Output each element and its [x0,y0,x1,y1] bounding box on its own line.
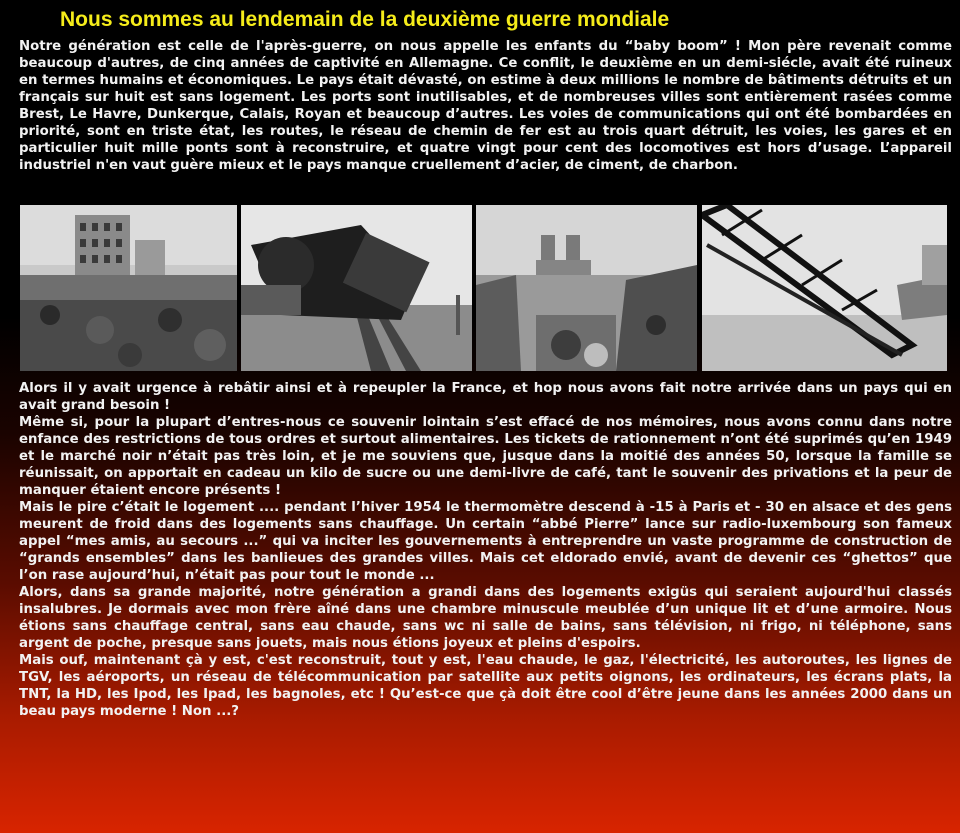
story-body [19,380,952,720]
bombed-cathedral-town-photo [476,205,697,371]
collapsed-bridge-photo [702,205,947,371]
ruined-city-photo [20,205,237,371]
paragraph: Mais ouf, maintenant çà y est, c'est reconstruit, tout y est, l'eau chaude, le gaz, l'électricité, les autoroutes, les lignes de TGV, les aéroports, un réseau de télécommunication par satellite aux petits oignons, les ordinateurs, les écrans plats, la TNT, la HD, les Ipod, les Ipad, les bagnoles, etc ! Qu’est-ce que çà doit être cool d’être jeune dans les années 2000 dans un beau pays moderne ! Non ...? [19,653,952,719]
paragraph: Mais le pire c’était le logement .... pendant l’hiver 1954 le thermomètre descend à -15 à Paris et - 30 en alsace et des gens meurent de froid dans des logements sans chauffage. Un certain “abbé Pierre” lance sur radio-luxembourg son fameux appel “mes amis, au secours ...” qui va inciter les gouvernements à entreprendre un vaste programme de construction de “grands ensembles” dans les banlieues des grandes villes. Mais cet eldorado envié, avant de devenir ces “ghettos” que l’on rase aujourd’hui, n’était pas pour tout le monde ... [19,500,952,583]
intro-paragraph [19,38,952,174]
intro-text: Notre génération est celle de l'après-guerre, on nous appelle les enfants du “baby boom” ! Mon père revenait comme beaucoup d'autres, de cinq années de captivité en Allemagne. Ce conflit, le deuxième en un demi-siécle, avait été ruineux en termes humains et économiques. Le pays était dévasté, on estime à deux millions le nombre de bâtiments détruits et un français sur huit est sans logement. Les ports sont inutilisables, et de nombreuses villes sont entièrement rasées comme Brest, Le Havre, Dunkerque, Calais, Royan et beaucoup d’autres. Les voies de communications qui ont été bombardées en priorité, sont en triste état, les routes, le réseau de chemin de fer est au trois quart détruit, les voies, les gares et en particulier huit mille ponts sont à reconstruire, et quatre vingt pour cent des locomotives est hors d’usage. L’appareil industriel n'en vaut guère mieux et le pays manque cruellement d’acier, de ciment, de charbon. [19,39,952,173]
paragraph: Alors, dans sa grande majorité, notre génération a grandi dans des logements exigüs qui seraient aujourd'hui classés insalubres. Je dormais avec mon frère aîné dans une chambre minuscule meublée d’un unique lit et d’une armoire. Nous étions sans chauffage central, sans eau chaude, sans wc ni salle de bains, sans télévision, ni frigo, ni téléphone, sans argent de poche, presque sans jouets, mais nous étions joyeux et pleins d'espoirs. [19,585,952,651]
page-title: Nous sommes au lendemain de la deuxième guerre mondiale [60,8,670,31]
paragraph: Même si, pour la plupart d’entres-nous ce souvenir lointain s’est effacé de nos mémoires, nous avons connu dans notre enfance des restrictions de tous ordres et surtout alimentaires. Les tickets de rationnement n’ont été suprimés qu’en 1949 et le marché noir n’était pas très loin, et je me souviens que, jusque dans la moitié des années 50, lorsque la famille se réunissait, on apportait en cadeau un kilo de sucre ou une demi-livre de café, tant le souvenir des privations et la peur de manquer étaient encore présents ! [19,415,952,498]
paragraph: Alors il y avait urgence à rebâtir ainsi et à repeupler la France, et hop nous avons fait notre arrivée dans un pays qui en avait grand besoin ! [19,381,952,413]
derailed-locomotive-photo [241,205,472,371]
